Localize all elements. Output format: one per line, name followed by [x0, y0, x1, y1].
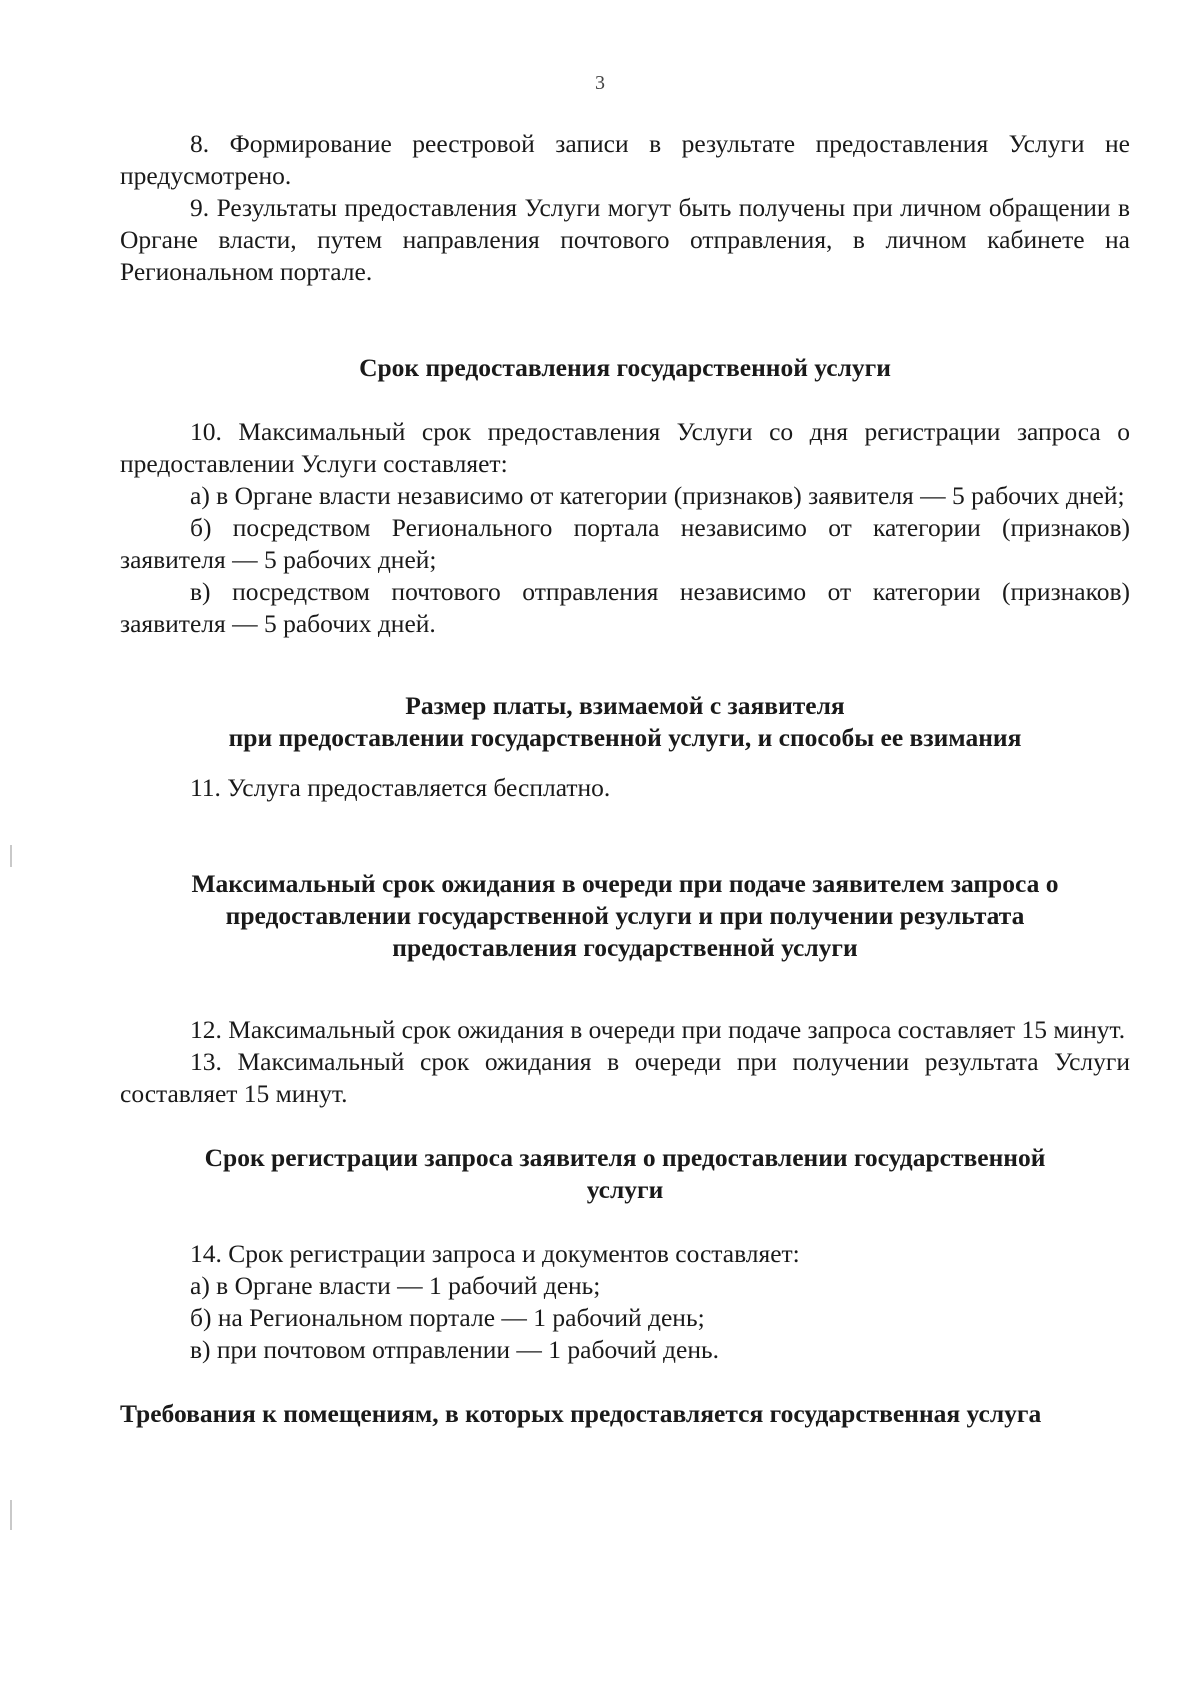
paragraph-14b: б) на Региональном портале — 1 рабочий день; — [190, 1303, 705, 1332]
page-number: 3 — [595, 72, 605, 94]
paragraph-14a: а) в Органе власти — 1 рабочий день; — [190, 1271, 601, 1300]
paragraph-12: 12. Максимальный срок ожидания в очереди при подаче запроса составляет 15 минут. — [190, 1015, 1126, 1044]
heading-queue-line-2: предоставлении государственной услуги и при получении результата — [225, 901, 1025, 930]
paragraph-14c: в) при почтовом отправлении — 1 рабочий день. — [190, 1335, 719, 1364]
paragraph-10c: в) посредством почтового отправления независимо от категории (признаков) заявителя — 5 рабочих дней. — [120, 577, 1130, 638]
paragraph-8: 8. Формирование реестровой записи в результате предоставления Услуги не предусмотрено. — [120, 129, 1130, 190]
scan-artifact — [10, 1500, 12, 1530]
paragraph-14: 14. Срок регистрации запроса и документов составляет: — [190, 1239, 800, 1268]
paragraph-11: 11. Услуга предоставляется бесплатно. — [190, 773, 611, 802]
heading-registration-line-2: услуги — [586, 1175, 664, 1204]
heading-registration-line-1: Срок регистрации запроса заявителя о предоставлении государственной — [204, 1143, 1046, 1172]
heading-fee-line-1: Размер платы, взимаемой с заявителя — [405, 691, 845, 720]
scan-artifact — [10, 845, 12, 867]
paragraph-13: 13. Максимальный срок ожидания в очереди при получении результата Услуги составляет 15 минут. — [120, 1047, 1130, 1108]
heading-service-term: Срок предоставления государственной услуги — [359, 353, 891, 382]
heading-fee-line-2: при предоставлении государственной услуги, и способы ее взимания — [228, 723, 1022, 752]
paragraph-10a: а) в Органе власти независимо от категории (признаков) заявителя — 5 рабочих дней; — [190, 481, 1125, 510]
heading-queue-line-3: предоставления государственной услуги — [392, 933, 858, 962]
document-body — [120, 128, 1130, 1430]
paragraph-10: 10. Максимальный срок предоставления Услуги со дня регистрации запроса о предоставлении Услуги составляет: — [120, 417, 1130, 478]
heading-queue-line-1: Максимальный срок ожидания в очереди при подаче заявителем запроса о — [191, 869, 1059, 898]
paragraph-9: 9. Результаты предоставления Услуги могут быть получены при личном обращении в Органе власти, путем направления почтового отправления, в личном кабинете на Региональном портале. — [120, 193, 1130, 286]
paragraph-10b: б) посредством Регионального портала независимо от категории (признаков) заявителя — 5 рабочих дней; — [120, 513, 1130, 574]
heading-premises: Требования к помещениям, в которых предоставляется государственная услуга — [120, 1399, 1042, 1428]
